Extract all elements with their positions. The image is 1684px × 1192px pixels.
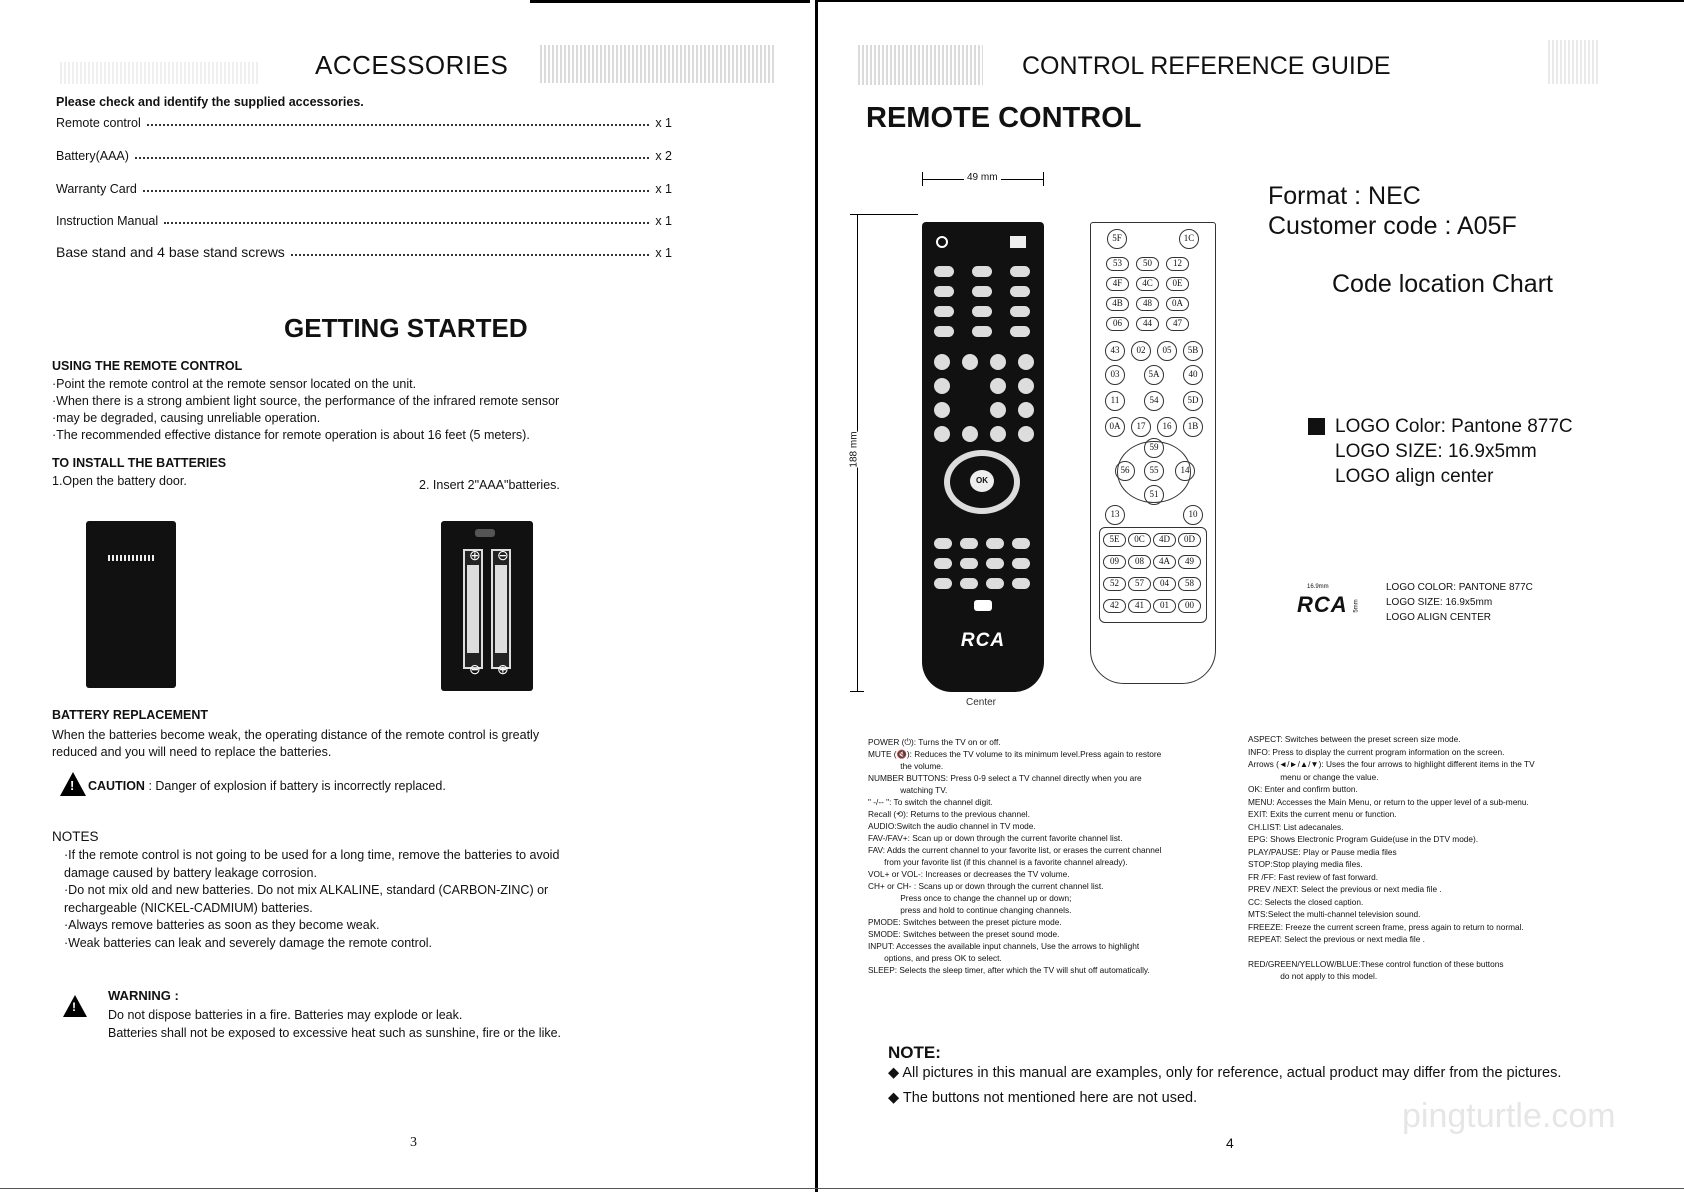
code-label: 0A (1166, 297, 1189, 311)
warning-exclamation: ! (72, 1000, 76, 1014)
logo-spec-block (1335, 414, 1573, 489)
function-line: FREEZE: Freeze the current screen frame, press again to return to normal. (1248, 921, 1524, 932)
using-line: ·may be degraded, causing unreliable operation. (52, 411, 321, 425)
install-step-2: 2. Insert 2"AAA"batteries. (419, 478, 560, 492)
remote-key (1010, 266, 1030, 277)
remote-key (972, 266, 992, 277)
remote-key (1010, 326, 1030, 337)
accessory-label: Instruction Manual (56, 214, 159, 228)
function-line: FAV: Adds the current channel to your favorite list, or erases the current channel (868, 845, 1162, 855)
function-line: watching TV. (868, 785, 948, 795)
function-line: PMODE: Switches between the preset picture mode. (868, 917, 1062, 927)
dot-leader (147, 124, 650, 126)
battery-cell-1 (467, 565, 479, 653)
function-line: VOL+ or VOL-: Increases or decreases the TV volume. (868, 869, 1070, 879)
logo-spec-small-line: LOGO SIZE: 16.9x5mm (1386, 597, 1493, 608)
code-label: 08 (1128, 555, 1151, 569)
function-line: options, and press OK to select. (868, 953, 1002, 963)
scan-noise-right (858, 45, 983, 85)
remote-round-key (990, 378, 1006, 394)
using-line: ·When there is a strong ambient light source, the performance of the infrared remote sensor (52, 394, 560, 408)
remote-function-key (934, 558, 952, 569)
function-line (1248, 946, 1535, 958)
notes-line: ·Do not mix old and new batteries. Do not mix ALKALINE, standard (CARBON-ZINC) or (64, 883, 549, 897)
code-label: 02 (1131, 341, 1151, 361)
code-label: 01 (1153, 599, 1176, 613)
accessories-title: ACCESSORIES (315, 50, 509, 80)
plus-symbol: ⊕ (469, 547, 481, 563)
accessory-label: Remote control (56, 116, 141, 130)
function-line: POWER (⏻): Turns the TV on or off. (868, 737, 1001, 747)
width-dim-tick-left (922, 172, 923, 186)
remote-key (934, 326, 954, 337)
accessory-qty: x 1 (655, 214, 672, 228)
using-line: ·The recommended effective distance for remote operation is about 16 feet (5 meters). (52, 428, 530, 442)
function-line: SLEEP: Selects the sleep timer, after which the TV will shut off automatically. (868, 965, 1150, 975)
function-line: FAV-/FAV+: Scan up or down through the current favorite channel list. (868, 833, 1123, 843)
function-line: do not apply to this model. (1248, 971, 1378, 981)
code-location-remote (1090, 222, 1216, 684)
getting-started-title: GETTING STARTED (284, 313, 528, 343)
accessory-item (56, 147, 672, 163)
remote-function-key (934, 578, 952, 589)
width-dim-label: 49 mm (964, 172, 1001, 183)
code-label: 5D (1183, 391, 1203, 411)
code-label: 54 (1144, 391, 1164, 411)
remote-key (972, 326, 992, 337)
accessory-item (56, 212, 672, 228)
caution-icon (60, 772, 86, 796)
code-label: 17 (1131, 417, 1151, 437)
function-line: the volume. (868, 761, 944, 771)
code-label: 56 (1115, 461, 1135, 481)
replacement-heading: BATTERY REPLACEMENT (52, 708, 209, 722)
notes-text (64, 847, 559, 952)
code-label: 11 (1105, 391, 1125, 411)
watermark: pingturtle.com (1402, 1097, 1616, 1135)
function-line: CH.LIST: List adecanales. (1248, 821, 1344, 832)
code-label: 51 (1144, 485, 1164, 505)
remote-function-key (986, 538, 1004, 549)
code-label: 10 (1183, 505, 1203, 525)
code-label: 50 (1136, 257, 1159, 271)
remote-dpad (944, 450, 1020, 514)
notes-line: damage caused by battery leakage corrosion. (64, 865, 317, 880)
top-rule-right (818, 0, 1684, 2)
remote-control-subtitle: REMOTE CONTROL (866, 102, 1142, 134)
remote-mute-button (1010, 236, 1026, 248)
warning-icon (63, 995, 87, 1017)
battery-compartment-image (441, 521, 533, 691)
logo-spec-line: LOGO align center (1335, 466, 1494, 487)
accessory-label: Base stand and 4 base stand screws (56, 244, 285, 260)
notes-heading: NOTES (52, 829, 99, 844)
function-line: EPG: Shows Electronic Program Guide(use in the DTV mode). (1248, 834, 1479, 844)
warning-line: Batteries shall not be exposed to excessive heat such as sunshine, fire or the like. (108, 1026, 562, 1040)
code-label: 43 (1105, 341, 1125, 361)
height-dim-tick-bottom (850, 691, 864, 692)
customer-code-line: Customer code : A05F (1268, 212, 1517, 240)
logo-dim-side: 5mm (1353, 599, 1360, 613)
code-label: 05 (1157, 341, 1177, 361)
code-label: 53 (1106, 257, 1129, 271)
accessory-label: Battery(AAA) (56, 149, 129, 163)
code-label: 41 (1128, 599, 1151, 613)
note-line: ◆ The buttons not mentioned here are not used. (888, 1090, 1198, 1106)
logo-spec-small-line: LOGO ALIGN CENTER (1386, 612, 1492, 623)
remote-function-key (986, 578, 1004, 589)
code-label: 4B (1106, 297, 1129, 311)
code-label: 52 (1103, 577, 1126, 591)
function-line: Recall (⟲): Returns to the previous channel. (868, 809, 1030, 819)
remote-key (934, 306, 954, 317)
dot-leader (291, 254, 650, 256)
function-line: press and hold to continue changing channels. (868, 905, 1072, 915)
code-label: 06 (1106, 317, 1129, 331)
logo-spec-line: LOGO SIZE: 16.9x5mm (1335, 441, 1537, 462)
function-line: STOP:Stop playing media files. (1248, 859, 1363, 869)
accessory-qty: x 1 (655, 246, 672, 260)
height-dim-label: 188 mm (848, 431, 860, 468)
remote-function-key (934, 538, 952, 549)
install-heading: TO INSTALL THE BATTERIES (52, 456, 227, 470)
code-label: 4F (1106, 277, 1129, 291)
function-line: ASPECT: Switches between the preset screen size mode. (1248, 734, 1461, 744)
using-line: ·Point the remote control at the remote sensor located on the unit. (52, 377, 417, 391)
accessory-qty: x 1 (655, 182, 672, 196)
code-label: 47 (1166, 317, 1189, 331)
remote-key (972, 286, 992, 297)
dot-leader (164, 222, 649, 224)
code-label: 12 (1166, 257, 1189, 271)
function-line: Press once to change the channel up or down; (868, 893, 1072, 903)
code-label: 16 (1157, 417, 1177, 437)
remote-key (934, 286, 954, 297)
function-line: CH+ or CH- : Scans up or down through the current channel list. (868, 881, 1104, 891)
remote-round-key (1018, 354, 1034, 370)
code-label: 0D (1178, 533, 1201, 547)
code-label: 03 (1105, 365, 1125, 385)
remote-round-key (934, 402, 950, 418)
function-line: MTS:Select the multi-channel television sound. (1248, 909, 1421, 919)
function-line: PREV /NEXT: Select the previous or next media file . (1248, 884, 1442, 894)
replacement-line: When the batteries become weak, the operating distance of the remote control is greatly (52, 728, 540, 742)
logo-spec-small-line: LOGO COLOR: PANTONE 877C (1386, 582, 1533, 593)
warning-heading: WARNING : (108, 988, 179, 1003)
accessory-label: Warranty Card (56, 182, 137, 196)
code-label: 1C (1179, 229, 1199, 249)
dot-leader (135, 157, 649, 159)
remote-round-key (962, 354, 978, 370)
scan-noise-right-2 (1548, 40, 1600, 84)
width-dimension (922, 172, 1044, 186)
function-line: INFO: Press to display the current program information on the screen. (1248, 746, 1505, 757)
remote-round-key (1018, 378, 1034, 394)
function-line: Arrows (◄/►/▲/▼): Uses the four arrows to highlight different items in the TV (1248, 759, 1535, 769)
rca-logo-sample: RCA (1297, 592, 1348, 617)
note-line: ◆ All pictures in this manual are examples, only for reference, actual product may differ from the pictures. (888, 1065, 1562, 1081)
functions-right-column (1248, 733, 1535, 983)
remote-function-key (1012, 538, 1030, 549)
bottom-rule (0, 1188, 1684, 1189)
function-line: menu or change the value. (1248, 771, 1379, 782)
code-label: 44 (1136, 317, 1159, 331)
accessory-qty: x 2 (655, 149, 672, 163)
code-label: 4A (1153, 555, 1176, 569)
page-number-right: 4 (1226, 1135, 1234, 1151)
function-line: AUDIO:Switch the audio channel in TV mode. (868, 821, 1036, 831)
logo-spec-line: LOGO Color: Pantone 877C (1335, 416, 1573, 437)
scan-noise-left-small (60, 62, 260, 84)
code-label: 1B (1183, 417, 1203, 437)
format-line: Format : NEC (1268, 182, 1421, 210)
caution-label: CAUTION (88, 779, 145, 793)
battery-door-latch (108, 555, 154, 561)
code-label: 14 (1175, 461, 1195, 481)
code-label: 5F (1107, 229, 1127, 249)
notes-line: ·Weak batteries can leak and severely damage the remote control. (64, 935, 433, 950)
using-heading: USING THE REMOTE CONTROL (52, 359, 243, 373)
remote-brand-logo: RCA (960, 630, 1006, 651)
code-label: 0E (1166, 277, 1189, 291)
install-step-1: 1.Open the battery door. (52, 474, 187, 488)
remote-function-key (960, 578, 978, 589)
code-label: 55 (1144, 461, 1164, 481)
function-line: SMODE: Switches between the preset sound mode. (868, 929, 1060, 939)
minus-symbol: ⊖ (469, 661, 481, 677)
function-line: RED/GREEN/YELLOW/BLUE:These control function of these buttons (1248, 958, 1504, 969)
using-text (52, 376, 559, 444)
remote-function-key (1012, 558, 1030, 569)
code-label: 48 (1136, 297, 1159, 311)
remote-round-key (990, 354, 1006, 370)
caution-line (88, 778, 446, 795)
code-label: 58 (1178, 577, 1201, 591)
remote-function-key (1012, 578, 1030, 589)
remote-function-key (960, 538, 978, 549)
width-dim-tick-right (1043, 172, 1044, 186)
code-label: 57 (1128, 577, 1151, 591)
code-label: 0A (1105, 417, 1125, 437)
check-prompt: Please check and identify the supplied accessories. (56, 95, 364, 109)
remote-function-key (986, 558, 1004, 569)
caution-text: : Danger of explosion if battery is incorrectly replaced. (148, 779, 446, 793)
remote-round-key (990, 426, 1006, 442)
battery-cell-2 (495, 565, 507, 653)
function-line: PLAY/PAUSE: Play or Pause media files (1248, 846, 1397, 857)
remote-round-key (1018, 402, 1034, 418)
code-label: 00 (1178, 599, 1201, 613)
plus-symbol: ⊕ (497, 661, 509, 677)
function-line: OK: Enter and confirm button. (1248, 784, 1358, 794)
function-line: NUMBER BUTTONS: Press 0-9 select a TV channel directly when you are (868, 773, 1142, 783)
page-divider (815, 0, 818, 1192)
code-label: 42 (1103, 599, 1126, 613)
accessory-item (56, 180, 672, 196)
notes-line: ·If the remote control is not going to be used for a long time, remove the batteries to avoid (64, 848, 560, 862)
code-label: 49 (1178, 555, 1201, 569)
logo-spec-small-block (1386, 580, 1533, 625)
functions-left-list (868, 736, 1161, 976)
notes-line: ·Always remove batteries as soon as they become weak. (64, 918, 380, 932)
code-chart-title: Code location Chart (1332, 270, 1553, 298)
accessory-item (56, 244, 672, 260)
battery-top-contact (475, 529, 495, 537)
remote-power-button (936, 236, 948, 248)
height-dimension (850, 214, 864, 692)
remote-round-key (990, 402, 1006, 418)
code-label: 5A (1144, 365, 1164, 385)
function-line: from your favorite list (if this channel is a favorite channel already). (868, 857, 1128, 867)
control-guide-title: CONTROL REFERENCE GUIDE (1022, 52, 1391, 80)
code-label: 40 (1183, 365, 1203, 385)
remote-round-key (934, 426, 950, 442)
remote-round-key (1018, 426, 1034, 442)
remote-key (1010, 306, 1030, 317)
remote-function-key (960, 558, 978, 569)
functions-right-list (1248, 733, 1535, 983)
remote-round-key (934, 378, 950, 394)
code-label: 5B (1183, 341, 1203, 361)
code-label: 04 (1153, 577, 1176, 591)
dot-leader (143, 190, 650, 192)
code-label: 13 (1105, 505, 1125, 525)
minus-symbol: ⊖ (497, 547, 509, 563)
function-line: " -/-- ": To switch the channel digit. (868, 797, 993, 807)
code-label: 09 (1103, 555, 1126, 569)
code-label: 4C (1136, 277, 1159, 291)
function-line: MUTE (🔇): Reduces the TV volume to its minimum level.Press again to restore (868, 749, 1162, 759)
code-label: 0C (1128, 533, 1151, 547)
logo-dim-label: 16.9mm (1307, 584, 1329, 590)
replacement-text (52, 727, 539, 761)
function-line: MENU: Accesses the Main Menu, or return to the upper level of a sub-menu. (1248, 796, 1529, 807)
caution-exclamation: ! (70, 778, 75, 793)
notes-line: rechargeable (NICKEL-CADMIUM) batteries. (64, 900, 313, 915)
function-line: EXIT: Exits the current menu or function. (1248, 809, 1397, 819)
accessory-item (56, 114, 672, 130)
remote-round-key (934, 354, 950, 370)
function-line: FR /FF: Fast review of fast forward. (1248, 871, 1379, 882)
accessory-qty: x 1 (655, 116, 672, 130)
page-number-left: 3 (410, 1135, 417, 1150)
logo-color-swatch (1308, 418, 1325, 435)
remote-key (934, 266, 954, 277)
remote-control-image (922, 222, 1044, 692)
function-line: CC: Selects the closed caption. (1248, 896, 1364, 907)
functions-left-column (868, 736, 1161, 976)
battery-door-image (86, 521, 176, 688)
replacement-line: reduced and you will need to replace the batteries. (52, 745, 332, 759)
code-label: 5E (1103, 533, 1126, 547)
remote-key (1010, 286, 1030, 297)
remote-ok-button: OK (970, 470, 994, 492)
dimension-connector (850, 214, 918, 215)
note-heading: NOTE: (888, 1043, 941, 1062)
scan-noise-left (540, 45, 775, 83)
top-rule-left (530, 0, 810, 3)
remote-key (972, 306, 992, 317)
center-label: Center (966, 697, 997, 708)
code-label: 59 (1144, 438, 1164, 458)
remote-round-key (962, 426, 978, 442)
function-line: INPUT: Accesses the available input channels, Use the arrows to highlight (868, 941, 1140, 951)
warning-line: Do not dispose batteries in a fire. Batteries may explode or leak. (108, 1008, 463, 1022)
code-label: 4D (1153, 533, 1176, 547)
remote-white-key (974, 600, 992, 611)
function-line: REPEAT: Select the previous or next media file . (1248, 934, 1425, 944)
warning-text (108, 1006, 561, 1042)
